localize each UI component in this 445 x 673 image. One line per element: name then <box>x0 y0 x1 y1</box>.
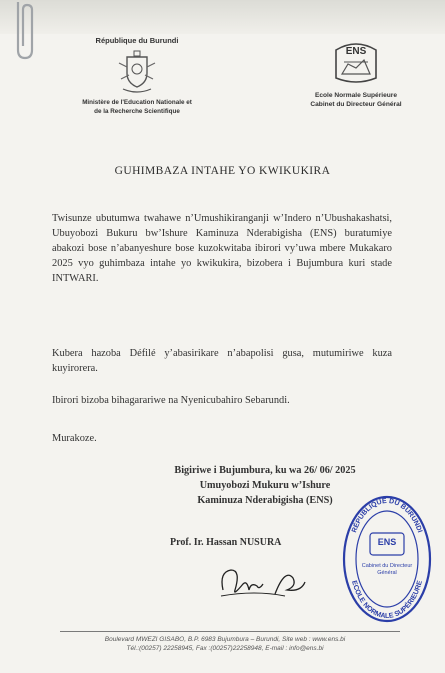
signer-title-line2: Kaminuza Nderabigisha (ENS) <box>197 495 333 506</box>
plastic-sleeve-edge <box>0 0 445 34</box>
ens-header <box>296 36 416 109</box>
signer-name: Prof. Ir. Hassan NUSURA <box>170 537 282 548</box>
ministry-name-line1: Ministère de l'Education Nationale et <box>82 99 192 106</box>
ens-logo-icon <box>328 36 384 86</box>
coat-of-arms-icon <box>113 49 161 95</box>
body-paragraph-2: Kubera hazoba Défilé y’abasirikare n’abapolisi gusa, mutumiriwe kuza kuyirorera. <box>52 348 392 374</box>
signer-title-line1: Umuyobozi Mukuru w’Ishure <box>199 480 331 491</box>
ens-name: Ecole Normale Supérieure <box>314 92 398 99</box>
footer <box>40 635 410 653</box>
ens-logo-text: ENS <box>345 46 367 57</box>
ens-cabinet: Cabinet du Directeur Général <box>310 101 402 108</box>
svg-text:RÉPUBLIQUE DU BURUNDI <box>351 498 423 534</box>
closing-thanks: Murakoze. <box>52 433 97 444</box>
place-date: Bigiriwe i Bujumbura, ku wa 26/ 06/ 2025 <box>174 465 356 476</box>
ministry-header <box>52 36 222 116</box>
ministry-name-line2: de la Recherche Scientifique <box>94 108 180 115</box>
paper-clip-icon <box>8 0 38 62</box>
footer-address: Boulevard MWEZI GISABO, B.P. 6983 Bujumbura – Burundi, Site web : www.ens.bi <box>104 636 346 643</box>
stamp-center-line1: Cabinet du Directeur <box>361 563 413 569</box>
official-stamp <box>342 493 432 623</box>
stamp-center-line2: Général <box>377 570 397 576</box>
republic-label: République du Burundi <box>95 36 179 45</box>
stamp-logo-text: ENS <box>377 537 397 547</box>
body-paragraph-3: Ibirori bizoba bihagarariwe na Nyenicubahiro Sebarundi. <box>52 395 290 406</box>
body-paragraph-1: Twisunze ubutumwa twahawe n’Umushikiranganji w’Indero n’Ubushakashatsi, Ubuyobozi Bukuru bw’Ishure Kaminuza Nderabigisha (ENS) buratumiye abakozi bose n’abanyeshure bose kuzokwitaba ibirori vy’uwa mbere Mukakaro 2025 vyo guhimbaza intahe yo kwikukira, bizobera i Bujumbura kuri stade INTWARI. <box>52 213 392 284</box>
footer-contact: Tél.:(00257) 22258945, Fax :(00257)22258948, E-mail : info@ens.bi <box>126 645 324 652</box>
stamp-top-text: RÉPUBLIQUE DU BURUNDI <box>351 497 423 534</box>
document-title: GUHIMBAZA INTAHE YO KWIKUKIRA <box>114 165 331 177</box>
footer-divider <box>60 631 400 632</box>
stamp-bottom-text: ECOLE NORMALE SUPÉRIEURE <box>350 579 424 621</box>
handwritten-signature <box>215 560 310 602</box>
